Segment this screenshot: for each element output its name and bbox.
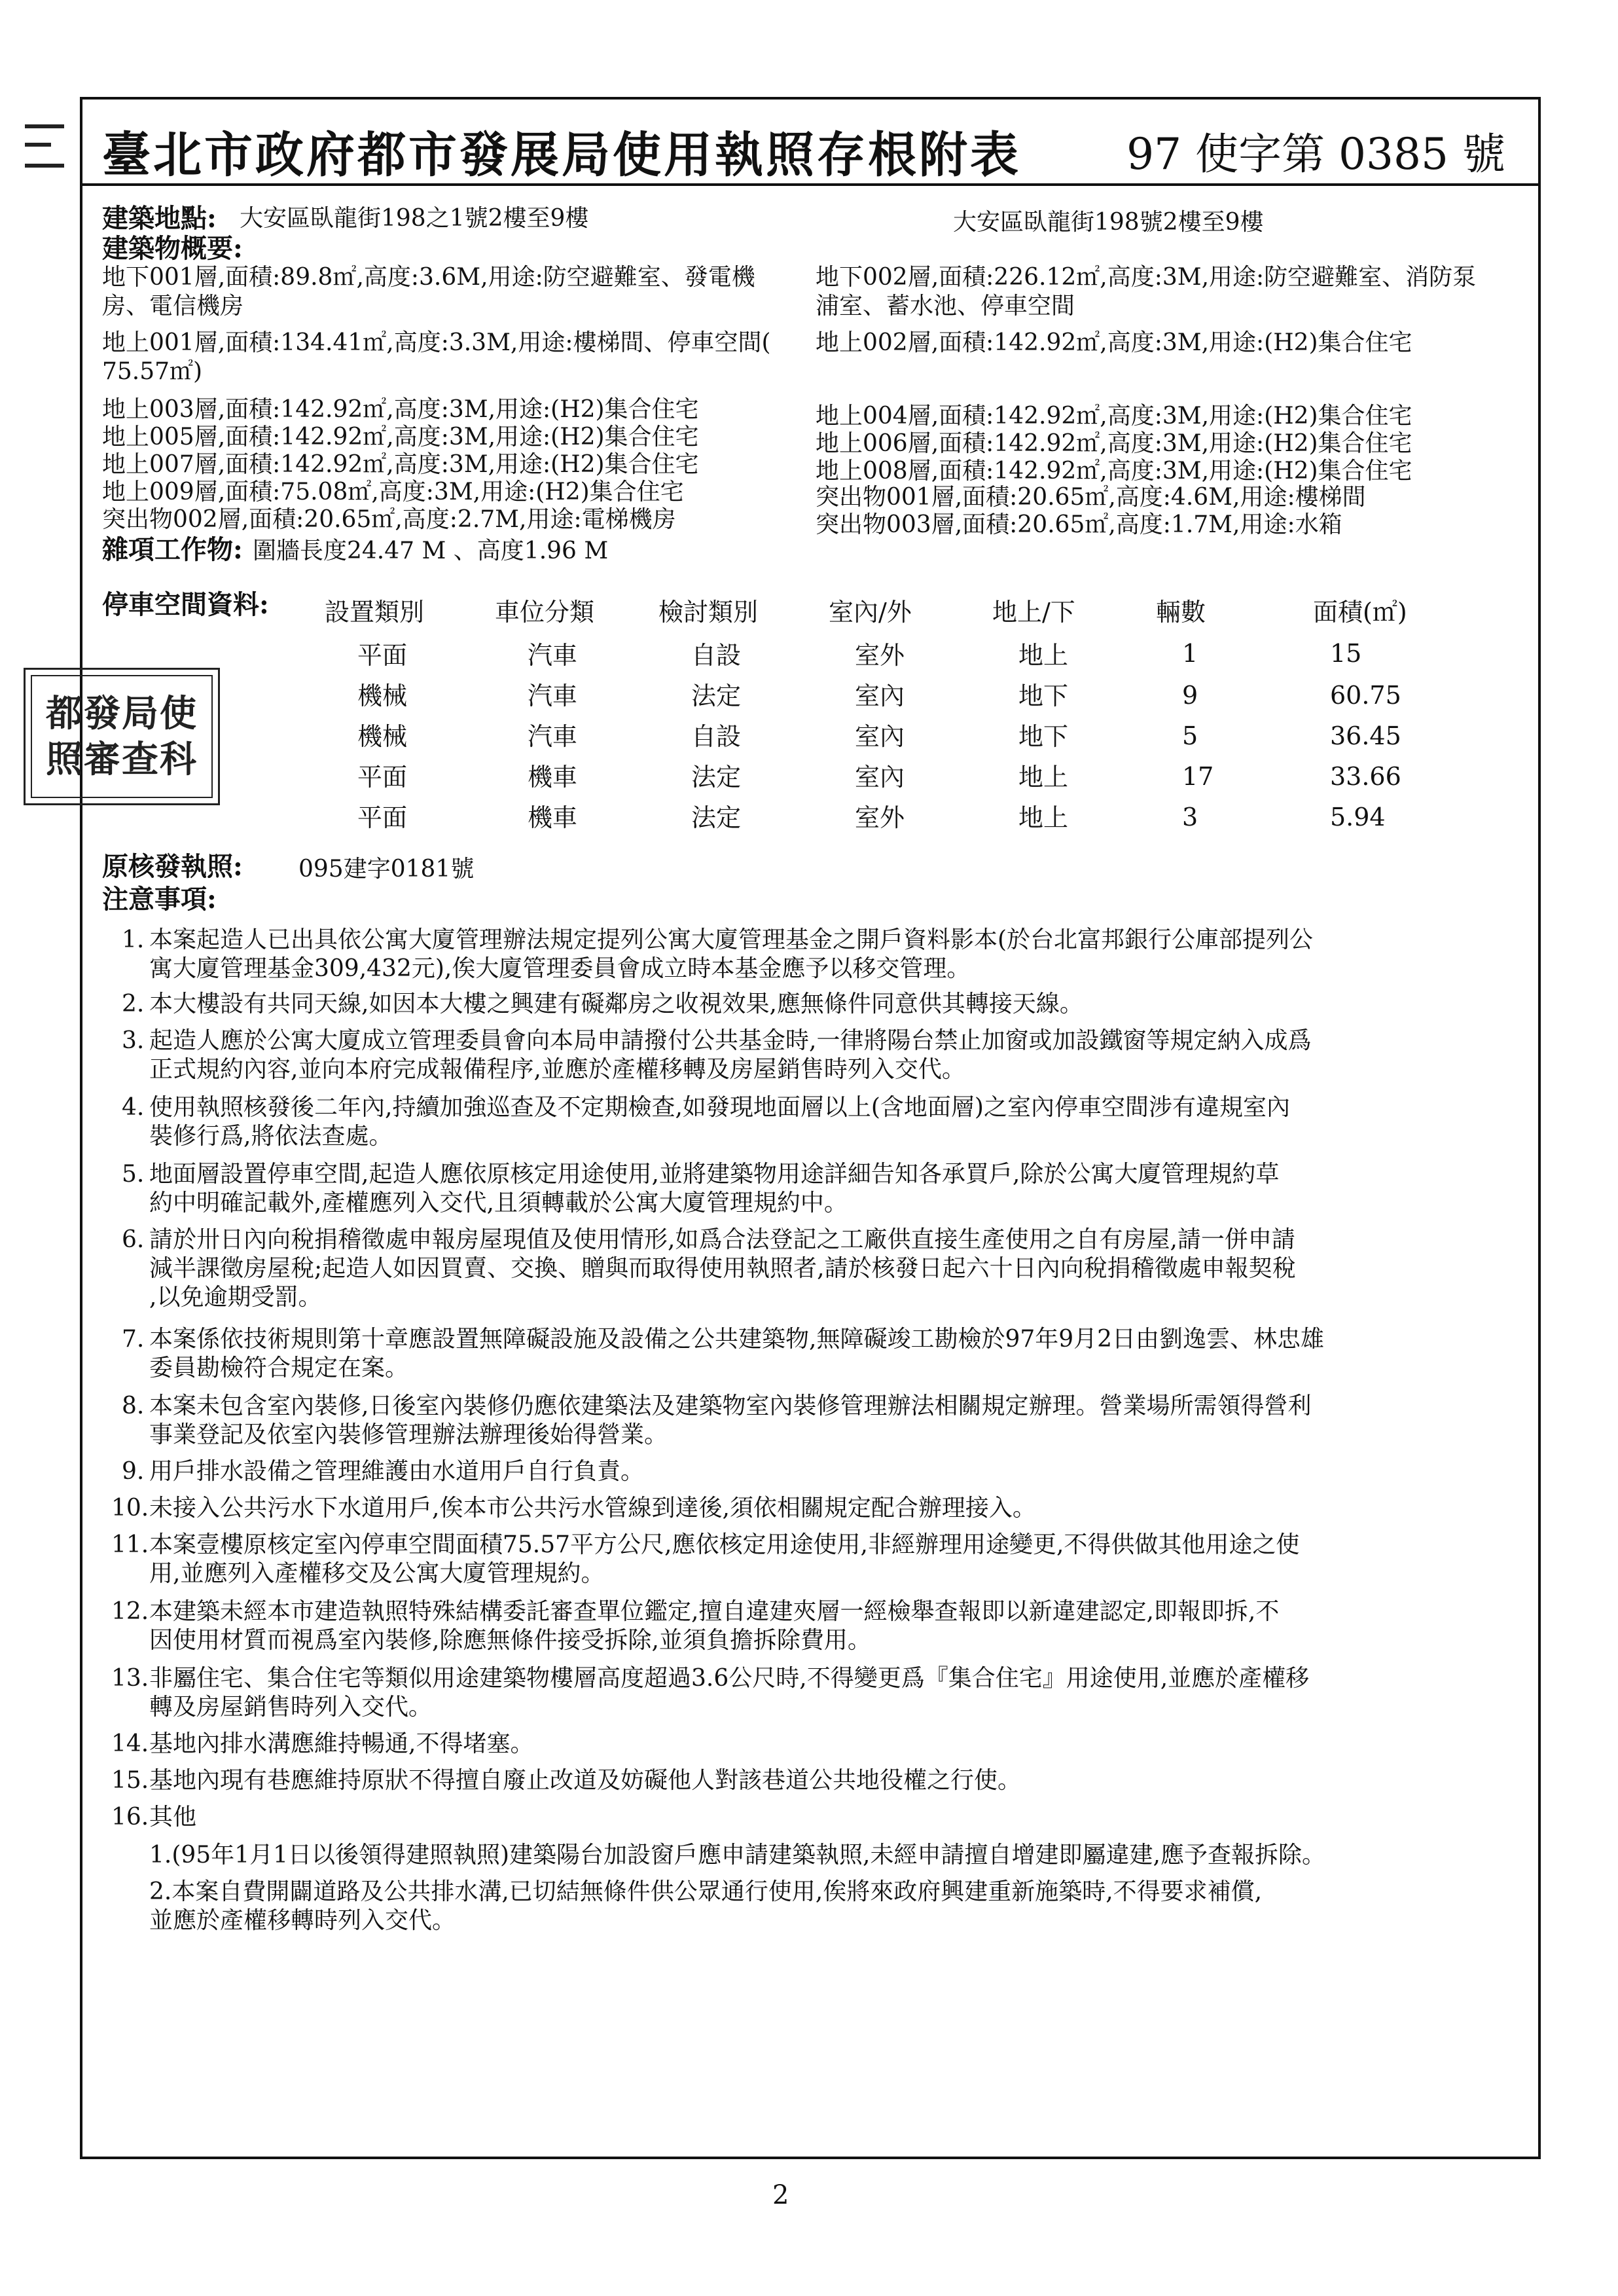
- note-number: 12.: [111, 1598, 149, 1625]
- note-number: 7.: [122, 1326, 145, 1353]
- note-line: 正式規約內容,並向本府完成報備程序,並應於產權移轉及房屋銷售時列入交代。: [149, 1056, 965, 1083]
- parking-cell: 室外: [855, 641, 905, 670]
- parking-header-cell: 室內/外: [829, 598, 912, 627]
- overview-right-line: 地上006層,面積:142.92㎡,高度:3M,用途:(H2)集合住宅: [816, 430, 1412, 457]
- parking-cell: 自設: [691, 722, 742, 751]
- note-line: 基地內現有巷應維持原狀不得擅自廢止改道及妨礙他人對該巷道公共地役權之行使。: [149, 1767, 1022, 1794]
- notes-label: 注意事項:: [102, 884, 217, 915]
- parking-header-cell: 地上/下: [992, 598, 1075, 627]
- note-number: 5.: [122, 1161, 145, 1188]
- note-sub-item: [149, 1841, 1325, 1870]
- parking-cell: 法定: [691, 803, 742, 832]
- parking-cell: 9: [1182, 681, 1198, 710]
- parking-cell: 33.66: [1330, 762, 1401, 791]
- page-number: 2: [772, 2180, 789, 2210]
- parking-cell: 機車: [528, 803, 578, 832]
- overview-left-line: 地上005層,面積:142.92㎡,高度:3M,用途:(H2)集合住宅: [102, 424, 699, 450]
- document-frame: [80, 97, 1541, 2159]
- site-address-2: 大安區臥龍街198號2樓至9樓: [953, 209, 1264, 236]
- parking-header-cell: 輛數: [1156, 598, 1206, 627]
- overview-right-line: 地上004層,面積:142.92㎡,高度:3M,用途:(H2)集合住宅: [816, 403, 1412, 429]
- parking-cell: 平面: [357, 803, 408, 832]
- note-line: 用,並應列入產權移交及公寓大廈管理規約。: [149, 1560, 605, 1587]
- overview-right-line: 突出物001層,面積:20.65㎡,高度:4.6M,用途:樓梯間: [816, 484, 1366, 511]
- note-line: ,以免逾期受罰。: [149, 1284, 322, 1311]
- note-line: 因使用材質而視爲室內裝修,除應無條件接受拆除,並須負擔拆除費用。: [149, 1627, 871, 1654]
- overview-right-line: 突出物003層,面積:20.65㎡,高度:1.7M,用途:水箱: [816, 511, 1342, 538]
- note-number: 4.: [122, 1094, 145, 1121]
- note-number: 15.: [111, 1767, 149, 1794]
- note-line: 非屬住宅、集合住宅等類似用途建築物樓層高度超過3.6公尺時,不得變更爲『集合住宅』用途使用,並應於產權移: [149, 1665, 1310, 1692]
- overview-left-line: 突出物002層,面積:20.65㎡,高度:2.7M,用途:電梯機房: [102, 506, 676, 533]
- parking-cell: 汽車: [528, 722, 578, 751]
- overview-left-line: 地上003層,面積:142.92㎡,高度:3M,用途:(H2)集合住宅: [102, 396, 699, 423]
- note-line: 本案壹樓原核定室內停車空間面積75.57平方公尺,應依核定用途使用,非經辦理用途變更,不得供做其他用途之使: [149, 1531, 1300, 1558]
- official-seal: [24, 668, 220, 805]
- seal-text: 都發局使照審查科: [31, 675, 213, 798]
- parking-cell: 36.45: [1330, 721, 1401, 750]
- parking-cell: 1: [1182, 639, 1198, 668]
- note-line: 本建築未經本市建造執照特殊結構委託審查單位鑑定,擅自違建夾層一經檢舉查報即以新違建認定,即報即拆,不: [149, 1598, 1280, 1625]
- misc-works-label: 雜項工作物:: [102, 534, 243, 565]
- parking-cell: 地下: [1018, 722, 1069, 751]
- parking-cell: 機車: [528, 763, 578, 792]
- note-line: 本案未包含室內裝修,日後室內裝修仍應依建築法及建築物室內裝修管理辦法相關規定辦理。營業場所需領得營利: [149, 1393, 1312, 1419]
- note-number: 13.: [111, 1665, 149, 1692]
- note-sub-item: [149, 1878, 1262, 1935]
- note-number: 1.: [122, 926, 145, 953]
- note-line: 地面層設置停車空間,起造人應依原核定用途使用,並將建築物用途詳細告知各承買戶,除於公寓大廈管理規約草: [149, 1161, 1280, 1188]
- note-line: 起造人應於公寓大廈成立管理委員會向本局申請撥付公共基金時,一律將陽台禁止加窗或加設鐵窗等規定納入成爲: [149, 1027, 1312, 1054]
- parking-cell: 機械: [357, 682, 408, 710]
- overview-left-line: 地上009層,面積:75.08㎡,高度:3M,用途:(H2)集合住宅: [102, 479, 684, 505]
- note-line: 委員勘檢符合規定在案。: [149, 1355, 409, 1381]
- parking-cell: 平面: [357, 641, 408, 670]
- parking-cell: 汽車: [528, 641, 578, 670]
- note-number: 8.: [122, 1393, 145, 1419]
- parking-cell: 法定: [691, 763, 742, 792]
- overview-left-line: 地上007層,面積:142.92㎡,高度:3M,用途:(H2)集合住宅: [102, 451, 699, 478]
- overview-left-line: 地下001層,面積:89.8㎡,高度:3.6M,用途:防空避難室、發電機: [102, 264, 755, 291]
- note-number: 3.: [122, 1027, 145, 1054]
- note-number: 16.: [111, 1804, 149, 1831]
- original-license-value: 095建字0181號: [298, 856, 475, 883]
- parking-header-cell: 面積(㎡): [1313, 598, 1407, 627]
- note-line: 轉及房屋銷售時列入交代。: [149, 1694, 433, 1721]
- note-line: 裝修行爲,將依法查處。: [149, 1123, 393, 1150]
- note-line: 基地內排水溝應維持暢通,不得堵塞。: [149, 1730, 534, 1757]
- overview-left-line: 75.57㎡): [102, 358, 203, 385]
- note-number: 11.: [111, 1531, 149, 1558]
- overview-right-line: 地下002層,面積:226.12㎡,高度:3M,用途:防空避難室、消防泵: [816, 264, 1477, 291]
- license-number: 97 使字第 0385 號: [1126, 129, 1505, 179]
- note-line: 事業登記及依室內裝修管理辦法辦理後始得營業。: [149, 1421, 668, 1448]
- parking-label: 停車空間資料:: [102, 589, 269, 620]
- site-address-1: 大安區臥龍街198之1號2樓至9樓: [240, 205, 589, 232]
- parking-cell: 室外: [855, 803, 905, 832]
- parking-cell: 地下: [1018, 682, 1069, 710]
- note-number: 2.: [122, 991, 145, 1017]
- overview-left-line: 地上001層,面積:134.41㎡,高度:3.3M,用途:樓梯間、停車空間(: [102, 329, 771, 356]
- note-line: 用戶排水設備之管理維護由水道用戶自行負責。: [149, 1458, 645, 1485]
- overview-right-line: 浦室、蓄水池、停車空間: [816, 293, 1075, 319]
- parking-cell: 室內: [855, 682, 905, 710]
- parking-cell: 17: [1182, 762, 1214, 791]
- overview-right-line: 地上002層,面積:142.92㎡,高度:3M,用途:(H2)集合住宅: [816, 329, 1412, 356]
- note-number: 14.: [111, 1730, 149, 1757]
- note-line: 本案起造人已出具依公寓大廈管理辦法規定提列公寓大廈管理基金之開戶資料影本(於台北富邦銀行公庫部提列公: [149, 926, 1314, 953]
- parking-header-cell: 車位分類: [495, 598, 595, 627]
- parking-cell: 5: [1182, 721, 1198, 750]
- note-number: 10.: [111, 1495, 149, 1522]
- note-line: 請於卅日內向稅捐稽徵處申報房屋現值及使用情形,如爲合法登記之工廠供直接生產使用之自有房屋,請一併申請: [149, 1226, 1295, 1253]
- parking-header-cell: 設置類別: [325, 598, 425, 627]
- parking-cell: 法定: [691, 682, 742, 710]
- note-number: 9.: [122, 1458, 145, 1485]
- note-line: 使用執照核發後二年內,持續加強巡查及不定期檢查,如發現地面層以上(含地面層)之室內停車空間涉有違規室內: [149, 1094, 1290, 1121]
- note-line: 並應於產權移轉時列入交代。: [149, 1907, 456, 1934]
- overview-label: 建築物概要:: [102, 233, 243, 264]
- note-line: 未接入公共污水下水道用戶,俟本市公共污水管線到達後,須依相關規定配合辦理接入。: [149, 1495, 1036, 1522]
- note-line: 本案係依技術規則第十章應設置無障礙設施及設備之公共建築物,無障礙竣工勘檢於97年9月2日由劉逸雲、林忠雄: [149, 1326, 1325, 1353]
- misc-works-value: 圍牆長度24.47 M 、高度1.96 M: [253, 538, 609, 564]
- note-line: 1.(95年1月1日以後領得建照執照)建築陽台加設窗戶應申請建築執照,未經申請擅自增建即屬違建,應予查報拆除。: [149, 1842, 1325, 1868]
- parking-cell: 60.75: [1330, 681, 1401, 710]
- parking-cell: 機械: [357, 722, 408, 751]
- site-label: 建築地點:: [102, 203, 217, 234]
- note-line: 約中明確記載外,產權應列入交代,且須轉載於公寓大廈管理規約中。: [149, 1190, 848, 1216]
- note-line: 2.本案自費開闢道路及公共排水溝,已切結無條件供公眾通行使用,俟將來政府興建重新施築時,不得要求補償,: [149, 1878, 1263, 1905]
- note-line: 寓大廈管理基金309,432元),俟大廈管理委員會成立時本基金應予以移交管理。: [149, 955, 971, 982]
- parking-cell: 室內: [855, 722, 905, 751]
- document-header: [82, 100, 1538, 186]
- note-line: 本大樓設有共同天線,如因本大樓之興建有礙鄰房之收視效果,應無條件同意供其轉接天線。: [149, 991, 1083, 1017]
- document-title: 臺北市政府都市發展局使用執照存根附表: [102, 127, 1021, 183]
- overview-left-line: 房、電信機房: [102, 293, 244, 319]
- parking-cell: 地上: [1018, 641, 1069, 670]
- parking-cell: 15: [1330, 639, 1362, 668]
- parking-header-cell: 檢討類別: [658, 598, 759, 627]
- parking-cell: 汽車: [528, 682, 578, 710]
- scan-edge-mark: [25, 118, 71, 177]
- parking-cell: 室內: [855, 763, 905, 792]
- overview-right-line: 地上008層,面積:142.92㎡,高度:3M,用途:(H2)集合住宅: [816, 458, 1412, 484]
- parking-cell: 5.94: [1330, 803, 1386, 831]
- note-number: 6.: [122, 1226, 145, 1253]
- parking-cell: 地上: [1018, 763, 1069, 792]
- note-line: 減半課徵房屋稅;起造人如因買賣、交換、贈與而取得使用執照者,請於核發日起六十日內向稅捐稽徵處申報契稅: [149, 1255, 1296, 1282]
- parking-cell: 3: [1182, 803, 1198, 831]
- original-license-label: 原核發執照:: [102, 851, 243, 882]
- parking-cell: 平面: [357, 763, 408, 792]
- note-line: 其他: [149, 1804, 197, 1831]
- parking-cell: 自設: [691, 641, 742, 670]
- parking-cell: 地上: [1018, 803, 1069, 832]
